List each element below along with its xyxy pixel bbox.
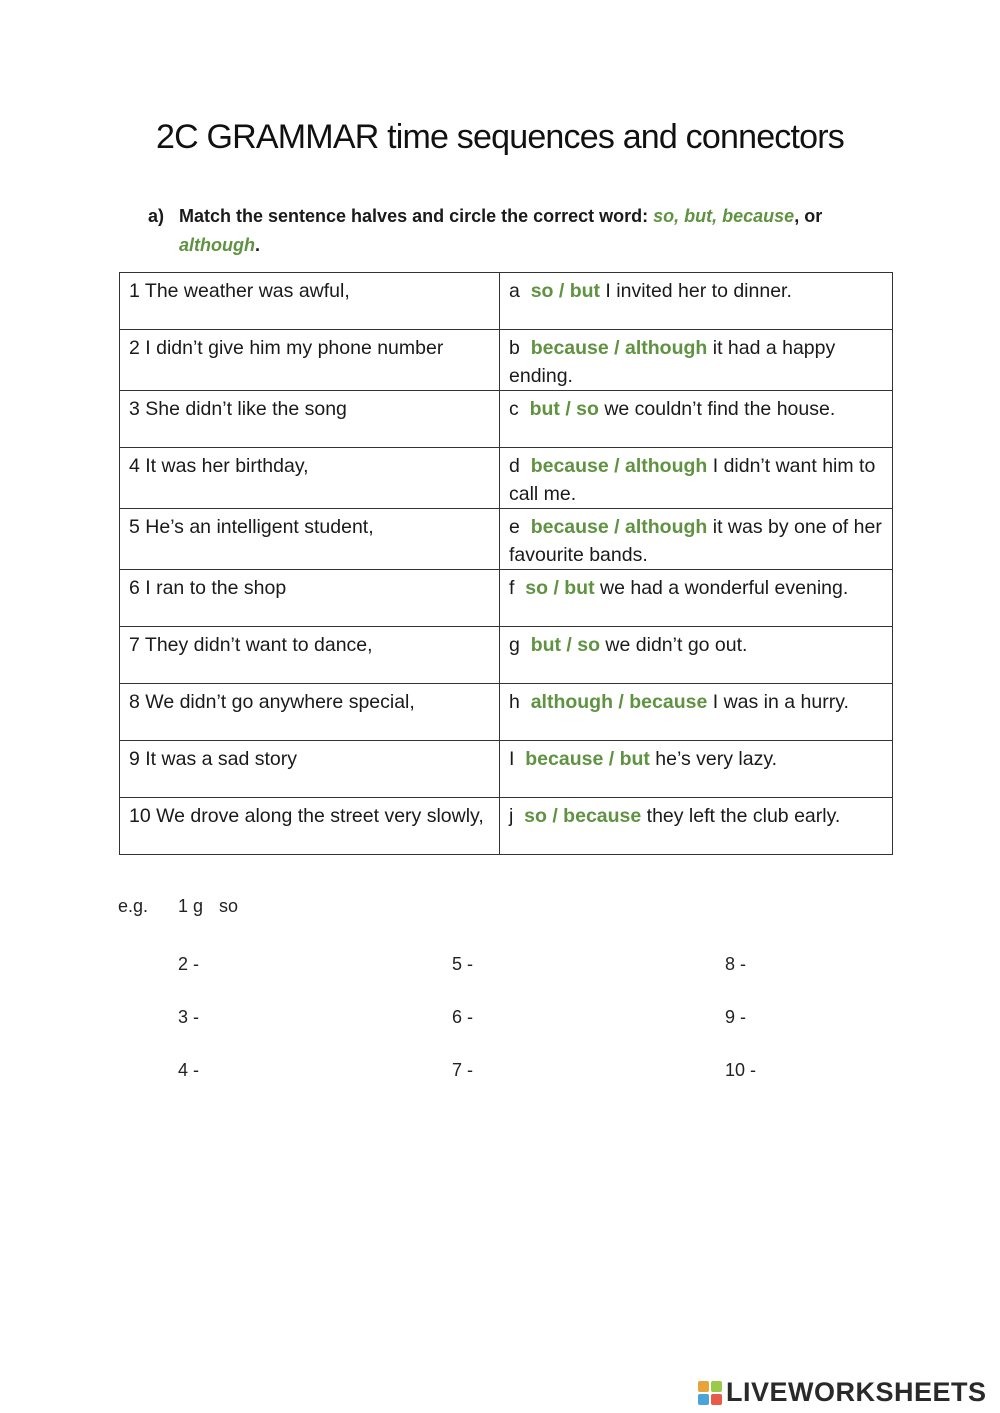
instruction-last-word: although — [179, 235, 255, 255]
answer-slot[interactable]: 6 - — [452, 1007, 474, 1027]
sentence-end-text: we couldn’t find the house. — [598, 398, 836, 420]
option-letter: h — [509, 691, 531, 713]
connector-options[interactable]: but / so — [529, 398, 599, 420]
option-letter: j — [509, 805, 525, 827]
sentence-start — [120, 448, 500, 509]
sentence-end-text: they left the club early. — [641, 805, 841, 827]
sentence-start-text: 2 I didn’t give him my phone number — [129, 337, 444, 359]
table-row — [120, 798, 893, 855]
sentence-end — [500, 741, 893, 798]
answer-slot[interactable]: 4 - — [178, 1060, 200, 1080]
answer-slot[interactable]: 8 - — [725, 954, 747, 974]
table-row — [120, 684, 893, 741]
sentence-start — [120, 330, 500, 391]
sentence-end-text: I was in a hurry. — [707, 691, 849, 713]
sentence-end — [500, 391, 893, 448]
table-row — [120, 741, 893, 798]
sentence-end-text: we didn’t go out. — [600, 634, 748, 656]
option-letter: g — [509, 634, 531, 656]
connector-options[interactable]: because / but — [525, 748, 650, 770]
option-letter: c — [509, 398, 530, 420]
sentence-start-text: 10 We drove along the street very slowly, — [129, 805, 484, 827]
instruction-words: so, but, because — [653, 206, 795, 226]
sentence-start-text: 1 The weather was awful, — [129, 280, 350, 302]
table-row — [120, 627, 893, 684]
answer-slot[interactable]: 9 - — [725, 1007, 747, 1027]
table-row — [120, 570, 893, 627]
sentence-end — [500, 798, 893, 855]
option-letter: I — [509, 748, 526, 770]
option-letter: a — [509, 280, 531, 302]
matching-table — [119, 272, 893, 855]
connector-options[interactable]: because / although — [530, 516, 708, 538]
sentence-start — [120, 570, 500, 627]
instruction-text: Match the sentence halves and circle the correct word: — [179, 206, 654, 226]
sentence-end — [500, 448, 893, 509]
sentence-start — [120, 391, 500, 448]
sentence-end — [500, 273, 893, 330]
sentence-end-text: it had a happy ending. — [509, 337, 836, 387]
option-letter: f — [509, 577, 526, 599]
option-letter: e — [509, 516, 531, 538]
table-row — [120, 448, 893, 509]
connector-options[interactable]: because / although — [530, 455, 708, 477]
sentence-end — [500, 330, 893, 391]
connector-options[interactable]: although / because — [530, 691, 708, 713]
answer-slot[interactable]: 5 - — [452, 954, 474, 974]
example-pair: 1 g — [178, 896, 204, 916]
sentence-end-text: it was by one of her favourite bands. — [509, 516, 882, 566]
option-letter: b — [509, 337, 531, 359]
page-title: 2C GRAMMAR time sequences and connectors — [156, 118, 844, 156]
sentence-end-text: I invited her to dinner. — [600, 280, 792, 302]
sentence-start-text: 3 She didn’t like the song — [129, 398, 347, 420]
sentence-start-text: 8 We didn’t go anywhere special, — [129, 691, 415, 713]
table-row — [120, 273, 893, 330]
sentence-end — [500, 509, 893, 570]
sentence-start — [120, 509, 500, 570]
sentence-end-text: I didn’t want him to call me. — [509, 455, 876, 505]
connector-options[interactable]: so / because — [524, 805, 642, 827]
table-row — [120, 391, 893, 448]
sentence-start-text: 7 They didn’t want to dance, — [129, 634, 373, 656]
example-answer — [118, 896, 238, 917]
sentence-start — [120, 798, 500, 855]
logo-blocks-icon — [698, 1381, 722, 1405]
sentence-start — [120, 627, 500, 684]
sentence-start — [120, 273, 500, 330]
option-letter: d — [509, 455, 531, 477]
sentence-end-text: we had a wonderful evening. — [594, 577, 849, 599]
sentence-start-text: 9 It was a sad story — [129, 748, 297, 770]
instruction — [148, 202, 888, 260]
instruction-label: a) — [148, 206, 165, 226]
sentence-start-text: 5 He’s an intelligent student, — [129, 516, 374, 538]
sentence-end — [500, 570, 893, 627]
logo-text: LIVEWORKSHEETS — [726, 1377, 987, 1407]
liveworksheets-logo — [698, 1377, 987, 1408]
sentence-start — [120, 684, 500, 741]
table-row — [120, 509, 893, 570]
sentence-end-text: he’s very lazy. — [649, 748, 778, 770]
connector-options[interactable]: so / but — [525, 577, 595, 599]
connector-options[interactable]: so / but — [530, 280, 601, 302]
sentence-end — [500, 684, 893, 741]
instruction-period: . — [254, 235, 260, 255]
example-label: e.g. — [118, 896, 149, 916]
sentence-start-text: 4 It was her birthday, — [129, 455, 309, 477]
connector-options[interactable]: because / although — [530, 337, 708, 359]
answer-slot[interactable]: 7 - — [452, 1060, 474, 1080]
table-row — [120, 330, 893, 391]
instruction-comma-or: , or — [794, 206, 823, 226]
answer-slot[interactable]: 3 - — [178, 1007, 200, 1027]
answer-slot[interactable]: 2 - — [178, 954, 200, 974]
example-word: so — [219, 896, 239, 916]
sentence-start — [120, 741, 500, 798]
sentence-start-text: 6 I ran to the shop — [129, 577, 287, 599]
answer-slot[interactable]: 10 - — [725, 1060, 757, 1080]
connector-options[interactable]: but / so — [530, 634, 601, 656]
sentence-end — [500, 627, 893, 684]
